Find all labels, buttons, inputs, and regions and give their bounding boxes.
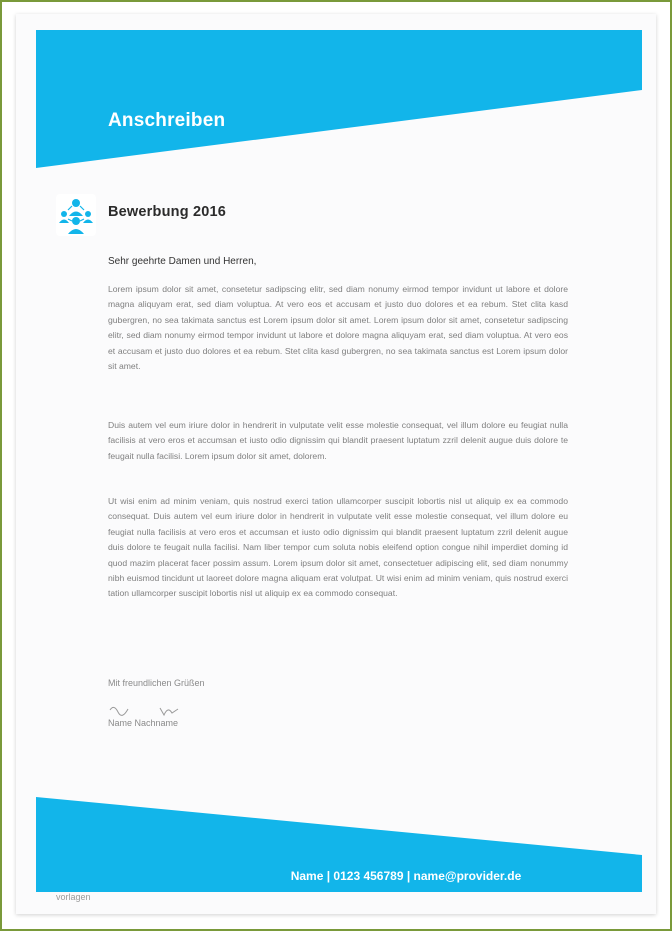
letter-page: [16, 14, 656, 914]
closing-phrase: Mit freundlichen Grüßen: [108, 678, 205, 688]
document-title: Anschreiben: [108, 110, 226, 131]
footer-contact: [16, 869, 656, 883]
footer-contact-text: Name | 0123 456789 | name@provider.de: [290, 869, 522, 883]
body-paragraph-1: Lorem ipsum dolor sit amet, consetetur sadipscing elitr, sed diam nonumy eirmod tempor invidunt ut labore et dolore magna aliquyam erat, sed diam voluptua. At vero eos et accusam et justo duo dolores et ea rebum. Stet clita kasd gubergren, no sea takimata sanctus est Lorem ipsum dolor sit amet. Lorem ipsum dolor sit amet, consetetur sadipscing elitr, sed diam nonumy eirmod tempor invidunt ut labore et dolore magna aliquyam erat, sed diam voluptua. At vero eos et accusam et justo duo dolores et ea rebum. Stet clita kasd gubergren, no sea takimata sanctus est Lorem ipsum dolor sit amet.: [108, 284, 568, 372]
salutation: Sehr geehrte Damen und Herren,: [108, 256, 257, 267]
watermark-text: vorlagen: [56, 892, 91, 902]
letter-subject: Bewerbung 2016: [108, 204, 227, 220]
header-banner: [36, 30, 642, 168]
signature-scribble: [108, 700, 198, 718]
signer-name: Name Nachname: [108, 718, 179, 728]
body-paragraph-2: Duis autem vel eum iriure dolor in hendrerit in vulputate velit esse molestie consequat, vel illum dolore eu feugiat nulla facilisis at vero eros et accumsan et iusto odio dignissim qui blandit praesent luptatum zzril delenit augue duis dolore te feugait nulla facilisi. Lorem ipsum dolor sit amet, dolorem.: [108, 420, 568, 461]
body-paragraph-3: Ut wisi enim ad minim veniam, quis nostrud exerci tation ullamcorper suscipit lobortis nisl ut aliquip ex ea commodo consequat. Duis autem vel eum iriure dolor in hendrerit in vulputate velit esse molestie consequat, vel illum dolore eu feugiat nulla facilisis at vero eros et accumsan et iusto odio dignissim qui blandit praesent luptatum zzril delenit augue duis dolore te feugait nulla facilisi. Nam liber tempor cum soluta nobis eleifend option congue nihil imperdiet doming id quod mazim placerat facer possim assum. Lorem ipsum dolor sit amet, consectetuer adipiscing elit, sed diam nonummy nibh euismod tincidunt ut laoreet dolore magna aliquam erat volutpat. Ut wisi enim ad minim veniam, quis nostrud exerci tation ullamcorper suscipit lobortis nisl ut aliquip ex ea commodo consequat.: [108, 496, 568, 599]
people-network-icon: [56, 194, 96, 236]
